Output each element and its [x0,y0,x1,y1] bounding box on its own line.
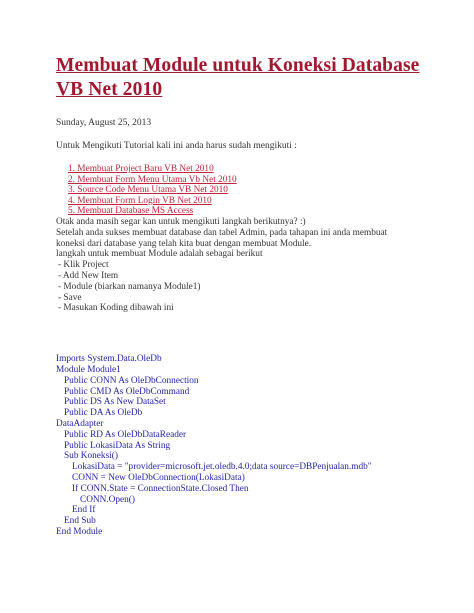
prerequisite-item [68,196,436,207]
prerequisite-item [68,164,436,175]
code-line: End Module [56,526,103,537]
paragraph-line: langkah untuk membuat Module adalah sebagai berikut [56,249,263,260]
post-intro: Untuk Mengikuti Tutorial kali ini anda harus sudah mengikuti : [56,141,297,151]
step-item: - Module (biarkan namanya Module1) [58,281,201,292]
paragraph-line: Setelah anda sukses membuat database dan tabel Admin, pada tahapan ini anda membuat [56,227,388,238]
code-line: End Sub [64,516,96,527]
code-line: CONN.Open() [80,494,135,505]
code-line: Sub Koneksi() [64,451,118,462]
code-line: Imports System.Data.OleDb [56,354,162,365]
code-block [56,354,436,538]
code-line: LokasiData = "provider=microsoft.jet.oledb.4.0;data source=DBPenjualan.mdb" [72,462,372,473]
post-title-link[interactable]: Membuat Module untuk Koneksi Database VB Net 2010 [56,55,420,100]
code-line: Public RD As OleDbDataReader [64,429,187,440]
code-line: DataAdapter [56,418,104,429]
prerequisite-link-3[interactable]: 3. Source Code Menu Utama VB Net 2010 [68,185,228,196]
prerequisite-link-2[interactable]: 2. Membuat Form Menu Utama Vb Net 2010 [68,174,237,185]
code-line: Public LokasiData As String [64,440,171,451]
paragraph-line: koneksi dari database yang telah kita buat dengan membuat Module. [56,238,312,249]
prerequisite-link-4[interactable]: 4. Membuat Form Login VB Net 2010 [68,195,212,206]
code-line: Public DA As OleDb [64,408,143,419]
blog-post [56,54,436,538]
post-date: Sunday, August 25, 2013 [56,118,152,128]
code-line: End If [72,505,96,516]
step-item: - Save [58,292,82,303]
code-line: CONN = New OleDbConnection(LokasiData) [72,472,245,483]
step-item: - Masukan Koding dibawah ini [58,303,174,314]
post-title [56,54,436,102]
code-line: Public CONN As OleDbConnection [64,375,199,386]
code-line: Public CMD As OleDbCommand [64,386,190,397]
code-line: If CONN.State = ConnectionState.Closed Then [72,483,249,494]
prerequisite-item [68,206,436,217]
code-line: Module Module1 [56,364,121,375]
step-item: - Klik Project [58,260,109,271]
prerequisite-item [68,175,436,186]
prerequisite-item [68,185,436,196]
prerequisite-list [56,164,436,217]
step-list [56,260,436,314]
post-paragraph [56,217,436,260]
prerequisite-link-1[interactable]: 1. Membuat Project Baru VB Net 2010 [68,164,214,174]
paragraph-line: Otak anda masih segar kan untuk mengikuti langkah berikutnya? :) [56,216,306,227]
prerequisite-link-5[interactable]: 5. Membuat Database MS Access [68,206,194,217]
step-item: - Add New Item [58,270,119,281]
code-line: Public DS As New DataSet [64,397,166,408]
